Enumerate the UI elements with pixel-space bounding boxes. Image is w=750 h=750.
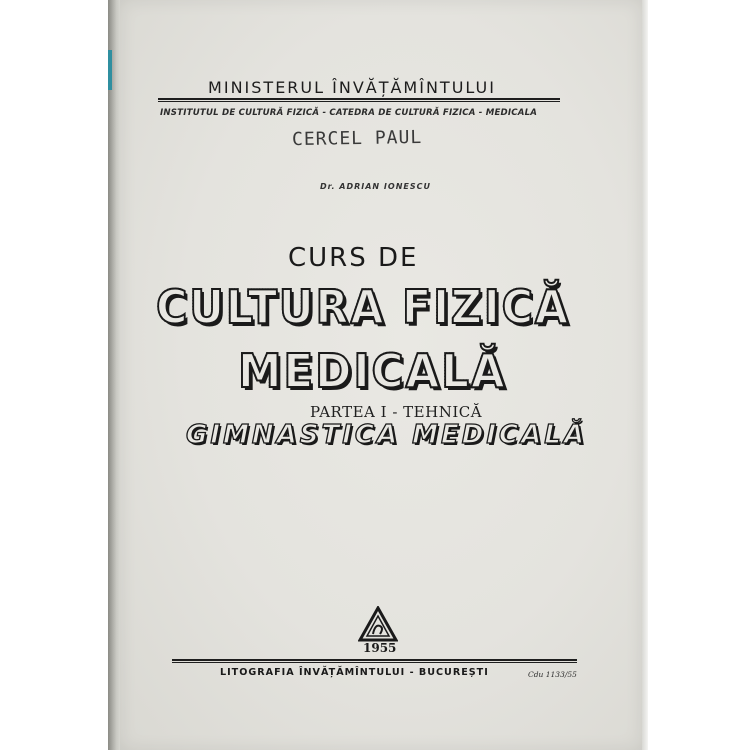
publication-year: 1955 <box>363 641 397 655</box>
publisher-top-rule-thin <box>172 662 577 663</box>
ministry-underline-thin <box>158 101 560 102</box>
publisher-line: LITOGRAFIA ÎNVĂȚĂMÎNTULUI - BUCUREȘTI <box>220 667 489 678</box>
part-label: PARTEA I - TEHNICĂ <box>310 403 483 421</box>
ministry-heading: MINISTERUL ÎNVĂȚĂMÎNTULUI <box>208 78 496 97</box>
handwritten-owner-name: CERCEL PAUL <box>291 126 423 151</box>
title-line-2: MEDICALĂ <box>238 344 507 398</box>
subtitle: GIMNASTICA MEDICALĂ <box>186 420 587 450</box>
institute-line: INSTITUTUL DE CULTURĂ FIZICĂ - CATEDRA DE CULTURĂ FIZICA - MEDICALA <box>160 108 538 118</box>
course-prefix: CURS DE <box>288 243 419 273</box>
title-line-1: CULTURA FIZICĂ <box>156 280 570 334</box>
author-name: Dr. ADRIAN IONESCU <box>320 182 431 191</box>
spine-teal-accent <box>108 50 112 90</box>
ministry-underline <box>158 98 560 100</box>
publisher-top-rule <box>172 659 577 661</box>
order-number: Cdu 1133/55 <box>528 670 577 679</box>
